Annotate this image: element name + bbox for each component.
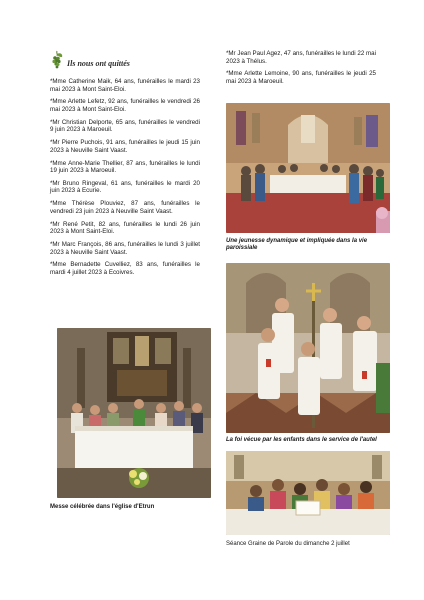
grape-vine-icon bbox=[50, 50, 64, 70]
obituary-entry: *Mr Pierre Puchois, 91 ans, funérailles le jeudi 15 juin 2023 à Neuville Saint Vaast. bbox=[50, 139, 200, 154]
obituary-entry: *Mr Marc François, 86 ans, funérailles le lundi 3 juillet 2023 à Neuville Saint Vaast. bbox=[50, 241, 200, 256]
obituary-entry: *Mme Bernadette Cuvelliez, 83 ans, funérailles le mardi 4 juillet 2023 à Ecoivres. bbox=[50, 261, 200, 276]
photo-graine-de-parole bbox=[226, 451, 390, 535]
caption-seance: Séance Graine de Parole du dimanche 2 juillet bbox=[226, 541, 350, 547]
obituary-entry: *Mr Bruno Ringeval, 61 ans, funérailles le mardi 20 juin 2023 à Ecurie. bbox=[50, 179, 200, 195]
obituary-entry: *Mr Christian Delporte, 65 ans, funérailles le vendredi 9 juin 2023 à Maroeuil. bbox=[50, 118, 200, 134]
photo-mass-etrun bbox=[57, 328, 211, 498]
section-title: Ils nous ont quittés bbox=[67, 59, 130, 69]
caption-youth: Une jeunesse dynamique et impliquée dans la vie paroissiale bbox=[226, 238, 368, 252]
obituaries-column-right bbox=[226, 50, 376, 91]
obituary-entry: *Mme Catherine Maik, 64 ans, funérailles le mardi 23 mai 2023 à Mont Saint-Eloi. bbox=[50, 78, 200, 93]
obituary-entry: *Mr Jean Paul Agez, 47 ans, funérailles le lundi 22 mai 2023 à Thélus. bbox=[226, 50, 376, 65]
obituary-entry: *Mme Arlette Lefetz, 92 ans, funérailles le vendredi 26 mai 2023 à Mont Saint-Eloi. bbox=[50, 98, 200, 113]
caption-mass: Messe célébrée dans l'église d'Etrun bbox=[50, 504, 155, 510]
caption-children: La foi vécue par les enfants dans le service de l'autel bbox=[226, 437, 377, 443]
obituaries-column-left bbox=[50, 50, 200, 282]
obituary-entry: *Mr René Petit, 82 ans, funérailles le lundi 26 juin 2023 à Mont Saint-Eloi. bbox=[50, 220, 200, 236]
obituary-entry: *Mme Thérèse Plouviez, 87 ans, funérailles le vendredi 23 juin 2023 à Neuville Saint Vaast. bbox=[50, 200, 200, 215]
obituary-entry: *Mme Arlette Lemoine, 90 ans, funérailles le jeudi 25 mai 2023 à Maroeuil. bbox=[226, 70, 376, 85]
section-heading bbox=[50, 50, 200, 70]
photo-altar-servers bbox=[226, 263, 390, 433]
photo-church-youth bbox=[226, 103, 390, 233]
obituary-entry: *Mme Anne-Marie Thellier, 87 ans, funérailles le lundi 19 juin 2023 à Maroeuil. bbox=[50, 159, 200, 175]
